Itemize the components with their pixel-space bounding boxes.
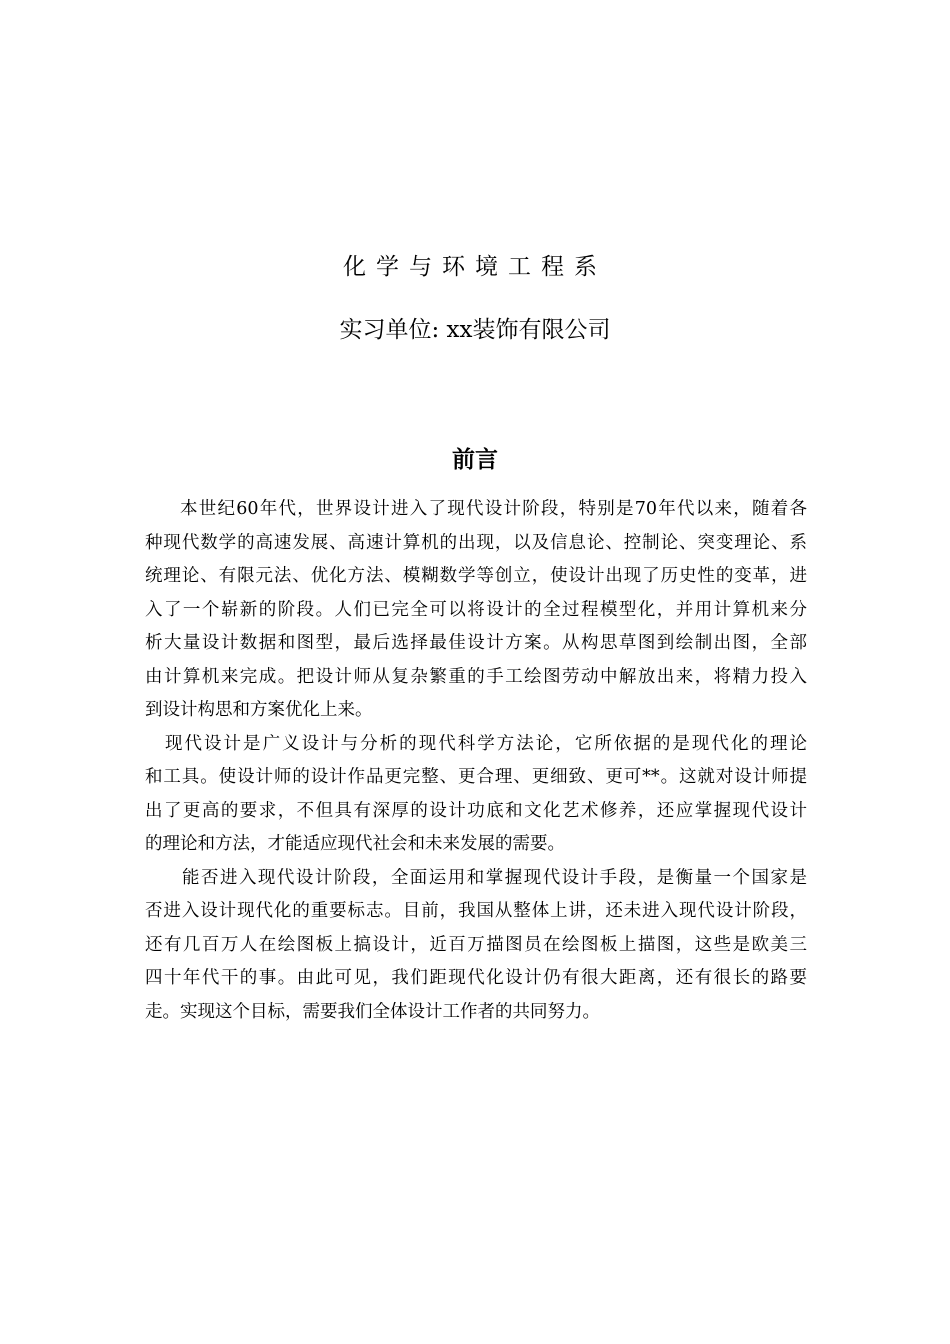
paragraph-line: 走。实现这个目标，需要我们全体设计工作者的共同努力。 [145, 1001, 600, 1022]
paragraph-line: 和工具。使设计师的设计作品更完整、更合理、更细致、更可**。这就对设计师提 [145, 767, 807, 787]
paragraph-line: 否进入设计现代化的重要标志。目前，我国从整体上讲，还未进入现代设计阶段， [145, 901, 807, 921]
paragraph-line: 本世纪60年代，世界设计进入了现代设计阶段，特别是70年代以来，随着各 [180, 499, 807, 519]
paragraph-1 [145, 493, 807, 728]
preface-heading: 前言 [452, 446, 498, 473]
paragraph-2 [145, 728, 807, 862]
paragraph-line: 的理论和方法，才能适应现代社会和未来发展的需要。 [145, 834, 565, 854]
paragraph-line: 四十年代干的事。由此可见，我们距现代化设计仍有很大距离，还有很长的路要 [145, 968, 807, 988]
paragraph-line: 由计算机来完成。把设计师从复杂繁重的手工绘图劳动中解放出来，将精力投入 [145, 666, 807, 687]
paragraph-line: 析大量设计数据和图型，最后选择最佳设计方案。从构思草图到绘制出图，全部 [145, 633, 807, 653]
paragraph-line: 到设计构思和方案优化上来。 [145, 700, 373, 720]
paragraph-line: 现代设计是广义设计与分析的现代科学方法论，它所依据的是现代化的理论 [165, 733, 807, 754]
paragraph-line: 还有几百万人在绘图板上搞设计，近百万描图员在绘图板上描图，这些是欧美三 [145, 934, 807, 955]
paragraph-line: 出了更高的要求，不但具有深厚的设计功底和文化艺术修养，还应掌握现代设计 [145, 800, 807, 821]
paragraph-line: 统理论、有限元法、优化方法、模糊数学等创立，使设计出现了历史性的变革，进 [145, 566, 807, 586]
paragraph-line: 种现代数学的高速发展、高速计算机的出现，以及信息论、控制论、突变理论、系 [145, 532, 807, 553]
paragraph-line: 入了一个崭新的阶段。人们已完全可以将设计的全过程模型化，并用计算机来分 [145, 599, 807, 620]
preface-body [145, 493, 807, 1029]
department-name: 化学与环境工程系 [343, 254, 607, 280]
internship-unit: 实习单位: xx装饰有限公司 [339, 317, 611, 343]
paragraph-3 [145, 862, 807, 1030]
paragraph-line: 能否进入现代设计阶段，全面运用和掌握现代设计手段，是衡量一个国家是 [182, 867, 807, 888]
